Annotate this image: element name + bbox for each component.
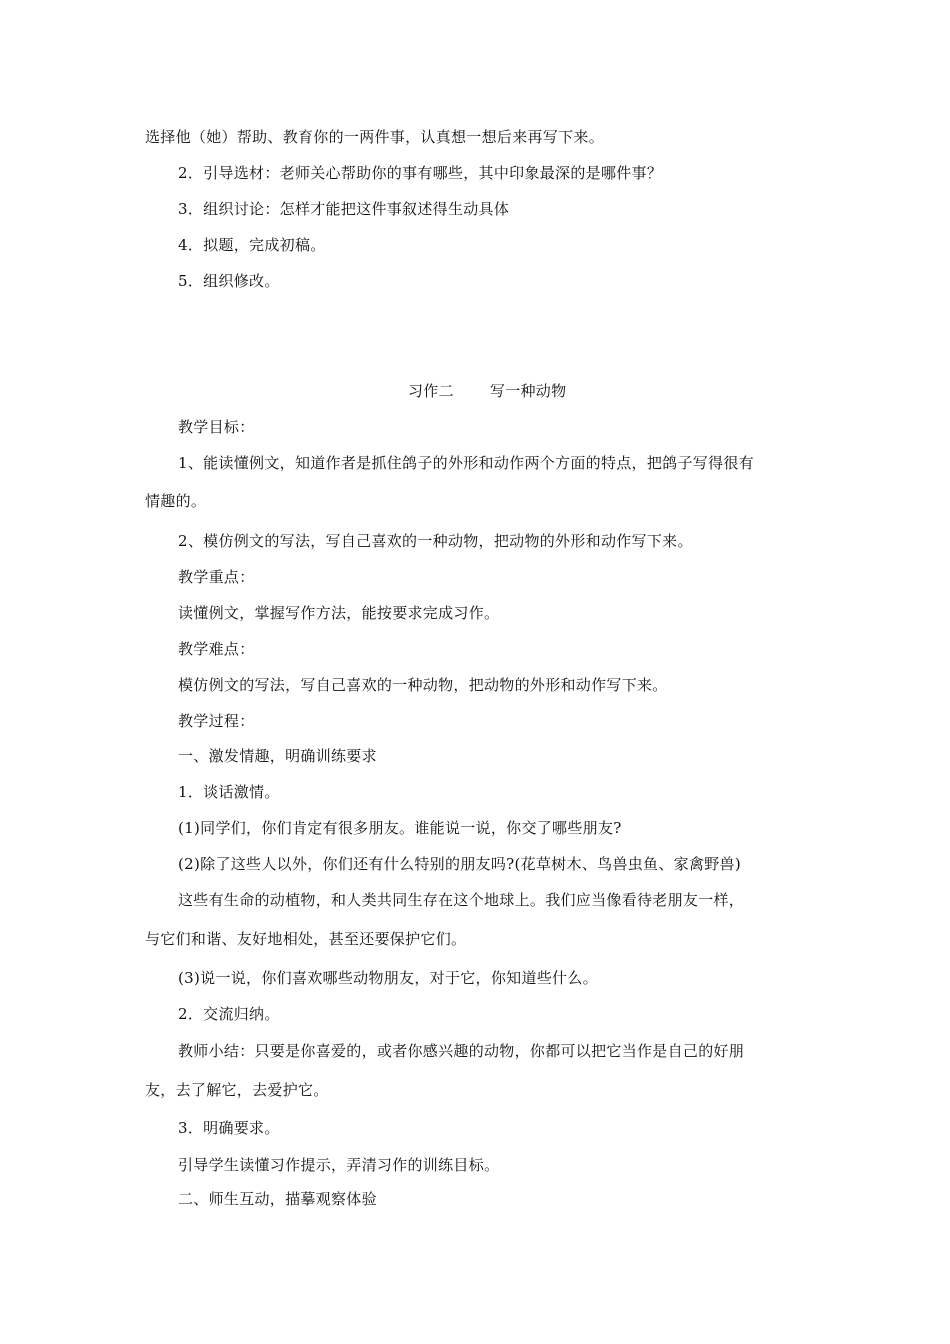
question-2: (2)除了这些人以外，你们还有什么特别的朋友吗?(花草树木、鸟兽虫鱼、家禽野兽) [178, 855, 741, 873]
step-4: 4．拟题，完成初稿。 [178, 236, 326, 254]
difficulty-text: 模仿例文的写法，写自己喜欢的一种动物，把动物的外形和动作写下来。 [178, 676, 668, 694]
process-heading: 教学过程： [178, 712, 255, 730]
question-1: (1)同学们，你们肯定有很多朋友。谁能说一说，你交了哪些朋友? [178, 819, 622, 837]
part1-heading: 一、激发情趣，明确训练要求 [178, 747, 377, 765]
goal2: 2、模仿例文的写法，写自己喜欢的一种动物，把动物的外形和动作写下来。 [178, 532, 693, 550]
step-5: 5．组织修改。 [178, 272, 280, 290]
question-3: (3)说一说，你们喜欢哪些动物朋友，对于它，你知道些什么。 [178, 969, 598, 987]
lesson-title [408, 381, 566, 401]
lesson-title-part2: 写一种动物 [489, 382, 567, 400]
step3-text: 引导学生读懂习作提示，弄清习作的训练目标。 [178, 1156, 500, 1174]
goal1-line2: 情趣的。 [145, 492, 207, 510]
paragraph1-line2: 与它们和谐、友好地相处，甚至还要保护它们。 [145, 930, 467, 948]
goal1-line1: 1、能读懂例文，知道作者是抓住鸽子的外形和动作两个方面的特点，把鸽子写得很有 [178, 454, 754, 472]
difficulty-heading: 教学难点： [178, 640, 255, 658]
key-text: 读懂例文，掌握写作方法，能按要求完成习作。 [178, 604, 500, 622]
key-heading: 教学重点： [178, 568, 255, 586]
summary-line1: 教师小结：只要是你喜爱的，或者你感兴趣的动物，你都可以把它当作是自己的好朋 [178, 1042, 745, 1060]
part2-heading: 二、师生互动，描摹观察体验 [178, 1190, 377, 1208]
goals-heading: 教学目标： [178, 418, 255, 436]
step-3: 3．组织讨论：怎样才能把这件事叙述得生动具体 [178, 200, 510, 218]
step2: 2．交流归纳。 [178, 1005, 280, 1023]
continuation-line: 选择他（她）帮助、教育你的一两件事，认真想一想后来再写下来。 [145, 128, 605, 146]
summary-line2: 友，去了解它，去爱护它。 [145, 1081, 329, 1099]
lesson-title-part1: 习作二 [408, 382, 454, 400]
step1: 1．谈话激情。 [178, 783, 280, 801]
step3: 3．明确要求。 [178, 1119, 280, 1137]
paragraph1-line1: 这些有生命的动植物，和人类共同生存在这个地球上。我们应当像看待老朋友一样， [178, 891, 745, 909]
step-2: 2．引导选材：老师关心帮助你的事有哪些，其中印象最深的是哪件事？ [178, 164, 663, 182]
